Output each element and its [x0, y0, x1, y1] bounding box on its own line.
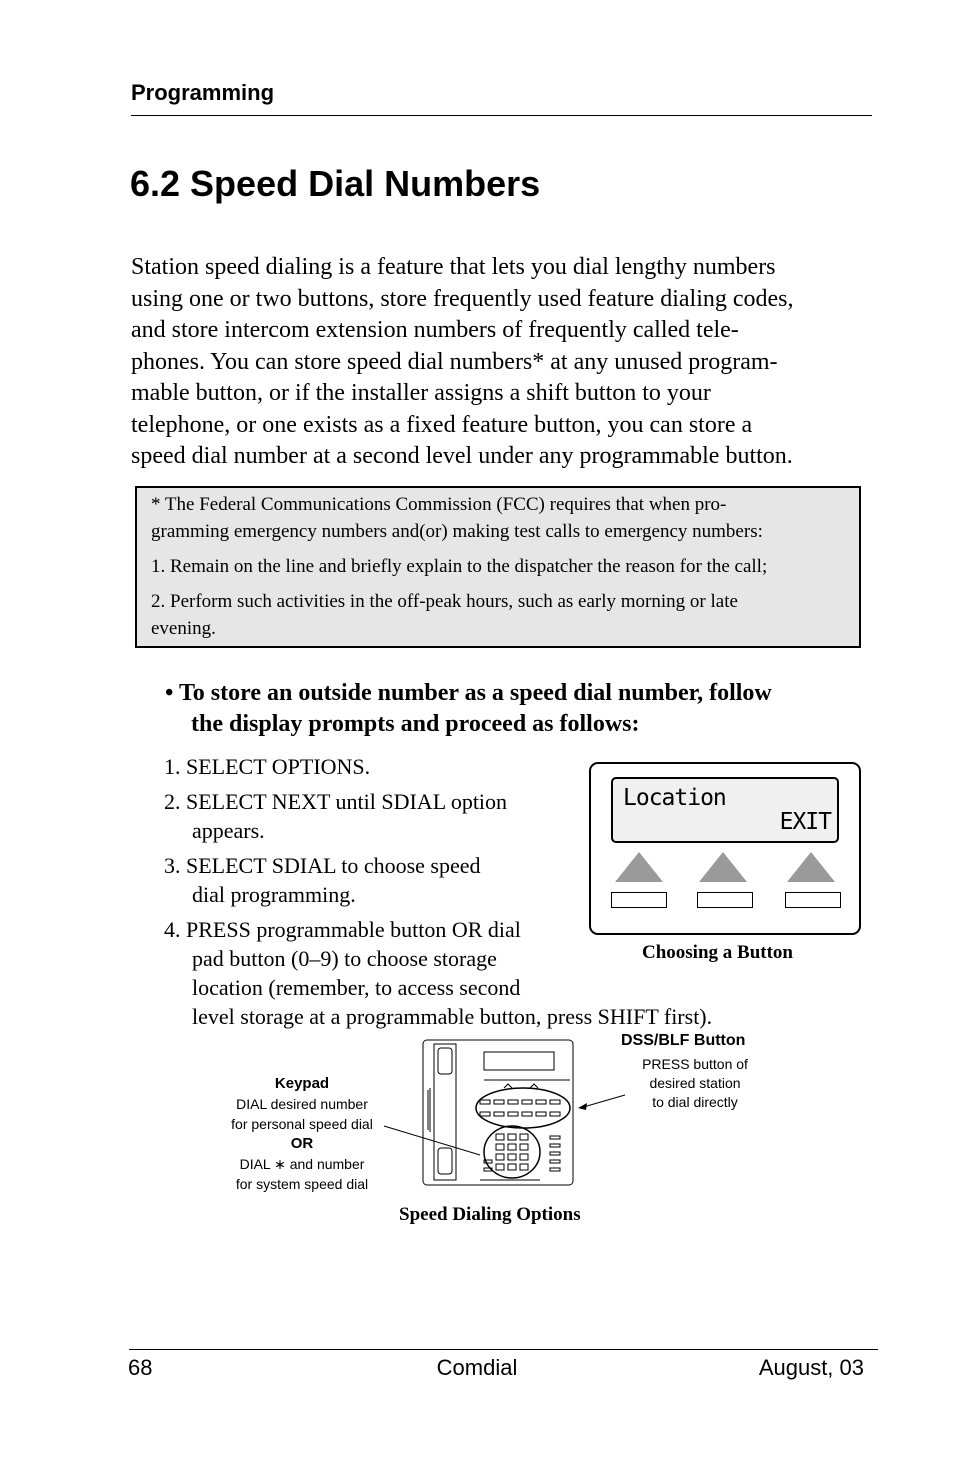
softkey-button: [697, 892, 753, 908]
step-1: 1. SELECT OPTIONS.: [164, 754, 371, 779]
note-line: gramming emergency numbers and(or) making test calls to emergency numbers:: [151, 521, 763, 542]
caption-speed-dialing-options: Speed Dialing Options: [399, 1204, 581, 1225]
dss-callout-line: desired station: [649, 1075, 741, 1091]
dss-buttons: [480, 1100, 560, 1116]
keypad-callout-or: OR: [290, 1135, 314, 1152]
intro-line: phones. You can store speed dial numbers* at any unused program-: [131, 348, 778, 375]
procedure-heading-line: the display prompts and proceed as follows:: [191, 711, 640, 737]
intro-line: and store intercom extension numbers of frequently called tele-: [131, 317, 739, 343]
footer-date: August, 03: [758, 1355, 864, 1380]
keypad-callout-line: for personal speed dial: [231, 1116, 373, 1132]
dss-callout-title: DSS/BLF Button: [621, 1032, 746, 1049]
note-item: 1. Remain on the line and briefly explain to the dispatcher the reason for the call;: [151, 556, 768, 577]
intro-line: using one or two buttons, store frequently used feature dialing codes,: [131, 285, 794, 312]
lcd-screen: [611, 777, 839, 843]
step-3-cont: dial programming.: [192, 882, 356, 907]
dss-callout-line: to dial directly: [652, 1094, 738, 1110]
step-4: 4. PRESS programmable button OR dial: [164, 917, 521, 942]
keypad-callout-line: DIAL ∗ and number: [239, 1156, 365, 1172]
dss-callout-line: PRESS button of: [642, 1056, 748, 1072]
lcd-line-1: Location: [623, 785, 726, 811]
fcc-note-box: [135, 486, 861, 648]
step-4-cont: pad button (0–9) to choose storage: [192, 946, 497, 971]
intro-line: telephone, or one exists as a fixed feature button, you can store a: [131, 411, 753, 438]
header-rule: [131, 115, 872, 116]
handset-icon: [434, 1044, 456, 1180]
intro-line: Station speed dialing is a feature that lets you dial lengthy numbers: [131, 254, 776, 280]
note-line: * The Federal Communications Commission (FCC) requires that when pro-: [151, 494, 727, 515]
note-item: 2. Perform such activities in the off-peak hours, such as early morning or late: [151, 591, 738, 612]
step-2: 2. SELECT NEXT until SDIAL option: [164, 789, 508, 814]
softkey-arrow-icon: [615, 852, 663, 882]
keypad-grid: [496, 1134, 528, 1170]
dss-leader-line: [580, 1095, 625, 1108]
footer-publisher: Comdial: [436, 1355, 518, 1380]
page-title: 6.2 Speed Dial Numbers: [130, 163, 541, 204]
dss-highlight-ellipse: [476, 1088, 570, 1128]
softkey-arrow-icon: [699, 852, 747, 882]
caption-choosing-button: Choosing a Button: [642, 942, 793, 963]
intro-line: mable button, or if the installer assigns a shift button to your: [131, 380, 711, 406]
step-4-cont: level storage at a programmable button, press SHIFT first).: [192, 1004, 713, 1029]
intro-line: speed dial number at a second level under any programmable button.: [131, 443, 793, 469]
step-2-cont: appears.: [192, 818, 265, 843]
phone-display: [484, 1052, 554, 1070]
lcd-display-illustration: [589, 762, 861, 935]
footer-rule: [129, 1349, 878, 1350]
procedure-heading: [165, 678, 772, 740]
keypad-callout-line: for system speed dial: [235, 1176, 369, 1192]
softkey-button: [785, 892, 841, 908]
softkey-button: [611, 892, 667, 908]
step-3: 3. SELECT SDIAL to choose speed: [164, 853, 481, 878]
intro-paragraph: [131, 252, 876, 473]
keypad-leader-line: [384, 1126, 480, 1155]
footer-page-number: 68: [128, 1355, 153, 1380]
header-section-label: Programming: [131, 80, 275, 105]
softkey-arrow-icon: [787, 852, 835, 882]
keypad-callout: [226, 1074, 378, 1194]
procedure-heading-line: • To store an outside number as a speed dial number, follow: [165, 680, 772, 706]
step-4-cont: location (remember, to access second: [192, 975, 521, 1000]
telephone-illustration: [380, 1030, 780, 1195]
lcd-line-2: EXIT: [779, 809, 831, 835]
keypad-callout-line: DIAL desired number: [236, 1096, 368, 1112]
note-item: evening.: [151, 618, 216, 639]
keypad-callout-title: Keypad: [274, 1075, 330, 1092]
